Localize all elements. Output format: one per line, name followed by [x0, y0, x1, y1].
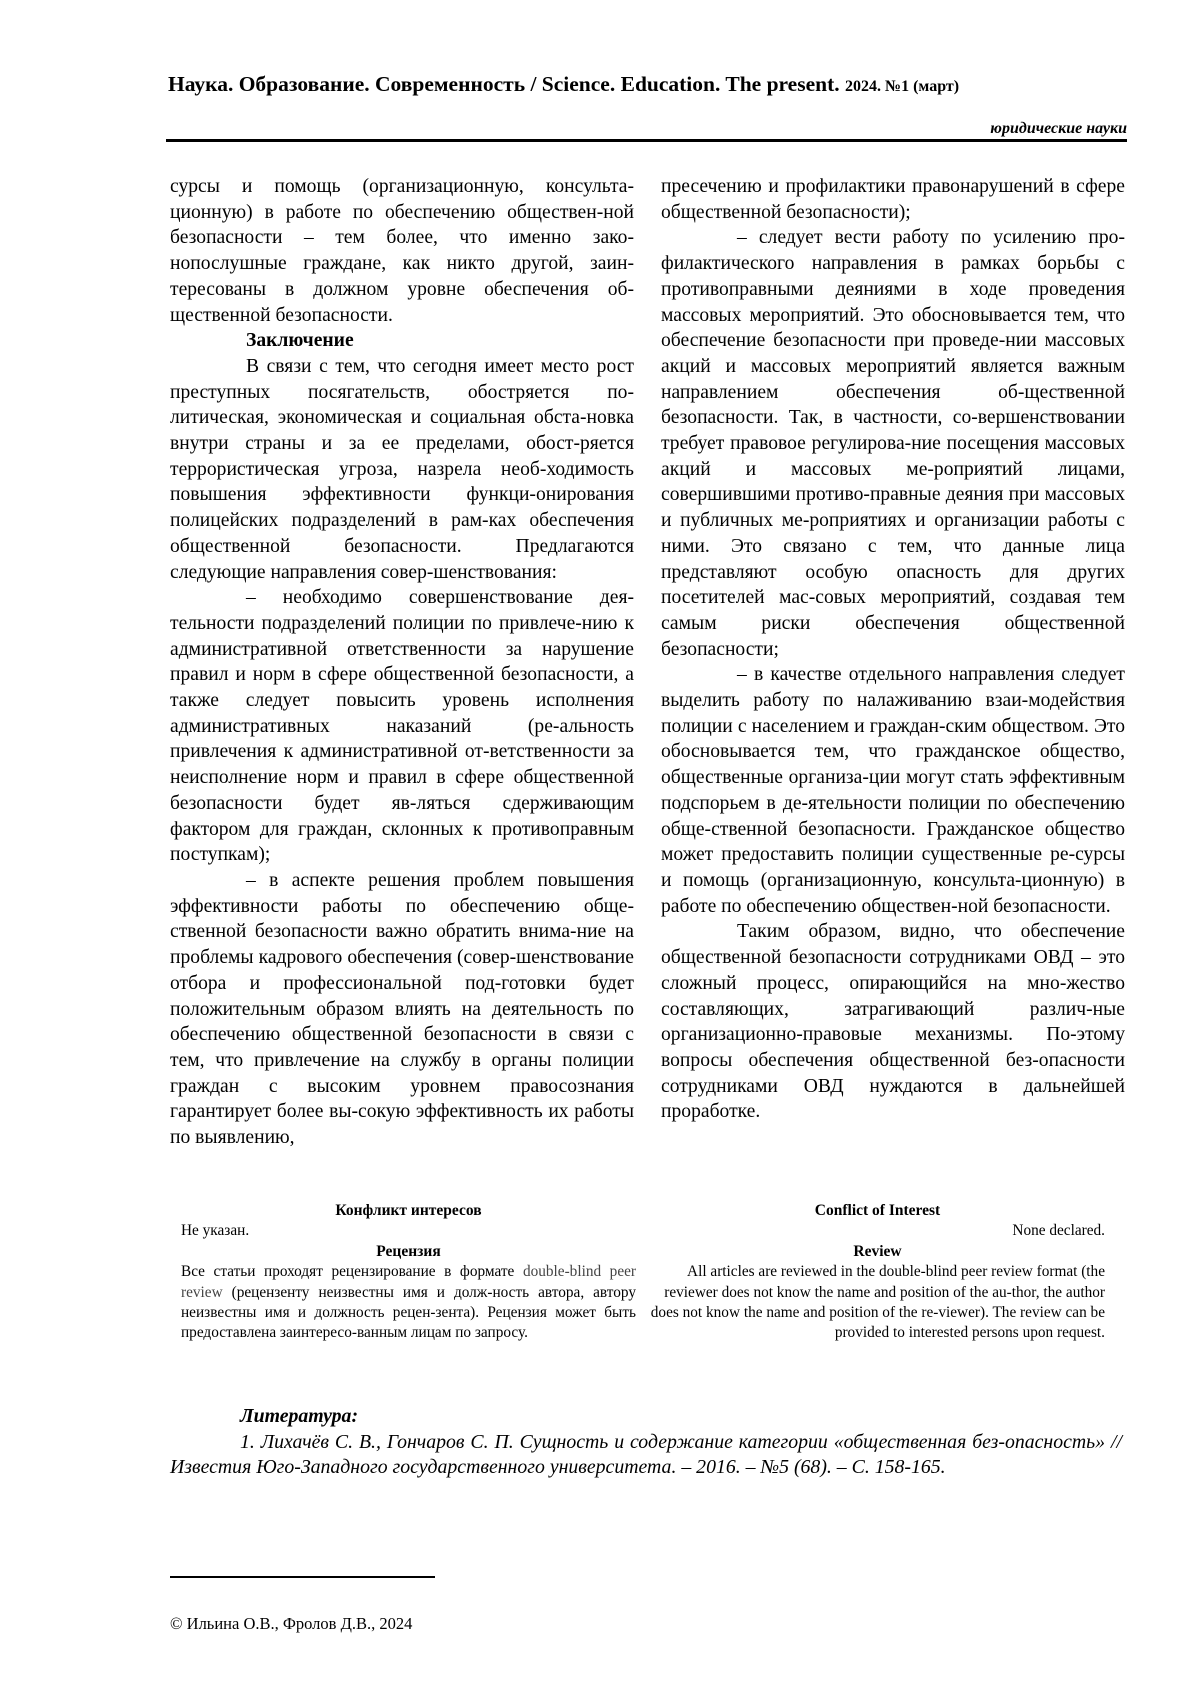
paragraph: – в аспекте решения проблем повышения эффективности работы по обеспечению обще-ственной безопасности важно обратить внима-ние на проблемы кадрового обеспечения (совер-шенствование отбора и профессиональной под-готовки будет положительным образом влиять на деятельность по обеспечению общественной безопасности в связи с тем, что привлечение на службу в органы полиции граждан с высоким уровнем правосознания гарантирует более вы-сокую эффективность их работы по выявлению,	[170, 869, 634, 1149]
paragraph: – в качестве отдельного направления следует выделить работу по налаживанию взаи-модействия полиции с населением и граждан-ским обществом. Это обосновывается тем, что гражданское общество, общественные организа-ции могут стать эффективным подспорьем в де-ятельности полиции по обеспечению обще-ственной безопасности. Гражданское общество может предоставить полиции существенные ре-сурсы и помощь (организационную, консульта-ционную) в работе по обеспечению обществен-ной безопасности.	[661, 664, 1125, 917]
conflict-heading-en: Conflict of Interest	[814, 1202, 941, 1219]
meta-russian	[181, 1201, 636, 1344]
references-heading: Литература:	[240, 1405, 359, 1427]
meta-english	[650, 1201, 1105, 1344]
journal-header	[168, 72, 1128, 97]
review-text-en: All articles are reviewed in the double-blind peer review format (the reviewer does not know the name and position of the au-thor, the author does not know the name and position of the re-viewer). The review can be provided to interested persons upon request.	[650, 1263, 1105, 1342]
paragraph: – следует вести работу по усилению про-филактического направления в рамках борьбы с противоправными деяниями в ходе проведения массовых мероприятий. Это обосновывается тем, что обеспечение безопасности при проведе-нии массовых акций и массовых мероприятий является важным направлением обеспечения об-щественной безопасности. Так, в частности, со-вершенствовании требует правовое регулирова-ние посещения массовых акций и массовых ме-роприятий лицами, совершившими противо-правные деяния при массовых и публичных ме-роприятиях и организации работы с ними. Это связано с тем, что данные лица представляют особую опасность для других посетителей мас-совых мероприятий, создавая тем самым риски обеспечения общественной безопасности;	[661, 227, 1125, 660]
conclusion-heading: Заключение	[246, 330, 354, 352]
reference-item: 1. Лихачёв С. В., Гончаров С. П. Сущность и содержание категории «общественная без-опасность» // Известия Юго-Западного государственного университета. – 2016. – №5 (68). – С. 158-165.	[170, 1430, 1122, 1478]
references	[170, 1404, 1122, 1481]
left-column	[170, 174, 634, 1151]
paragraph: пресечению и профилактики правонарушений в сфере общественной безопасности);	[661, 176, 1125, 223]
review-text-ru-end: (рецензенту неизвестны имя и долж-ность автора, автору неизвестны имя и должность рецен-зента). Рецензия может быть предоставлена заинтересо-ванным лицам по запросу.	[181, 1283, 636, 1342]
conflict-text-en: None declared.	[1012, 1222, 1105, 1240]
journal-title: Наука. Образование. Современность / Science. Education. The present.	[168, 72, 840, 96]
review-text-ru	[181, 1262, 636, 1344]
paragraph: В связи с тем, что сегодня имеет место рост преступных посягательств, обостряется по-литическая, экономическая и социальная обста-новка внутри страны и за ее пределами, обост-ряется террористическая угроза, назрела необ-ходимость повышения эффективности функци-онирования полицейских подразделений в рам-ках обеспечения общественной безопасности. Предлагаются следующие направления совер-шенствования:	[170, 355, 634, 583]
section-label: юридические науки	[990, 120, 1127, 137]
review-heading-ru: Рецензия	[376, 1242, 441, 1260]
review-heading-en: Review	[853, 1242, 902, 1260]
review-text-ru-start: Все статьи проходят рецензирование в формате	[181, 1263, 523, 1281]
footnote-rule	[170, 1576, 435, 1578]
conflict-heading-ru: Конфликт интересов	[335, 1202, 482, 1219]
paragraph: – необходимо совершенствование дея-тельности подразделений полиции по привлече-нию к административной ответственности за нарушение правил и норм в сфере общественной безопасности, а также следует повысить уровень исполнения административных наказаний (ре-альность привлечения к административной от-ветственности за неисполнение норм и правил в сфере общественной безопасности будет яв-ляться сдерживающим фактором для граждан, склонных к противоправным поступкам);	[170, 587, 634, 866]
right-column	[661, 174, 1125, 1125]
paragraph: Таким образом, видно, что обеспечение общественной безопасности сотрудниками ОВД – это сложный процесс, опирающийся на мно-жество составляющих, затрагивающий различ-ные организационно-правовые механизмы. По-этому вопросы обеспечения общественной без-опасности сотрудниками ОВД нуждаются в дальнейшей проработке.	[661, 921, 1125, 1123]
journal-issue: 2024. №1 (март)	[845, 78, 960, 95]
double-blind-link[interactable]: double-blind peer review	[181, 1263, 637, 1301]
paragraph: сурсы и помощь (организационную, консульта-ционную) в работе по обеспечению обществен-ной безопасности – тем более, что именно зако-нопослушные граждане, как никто другой, заин-тересованы в должном уровне обеспечения об-щественной безопасности.	[170, 176, 634, 326]
copyright: © Ильина О.В., Фролов Д.В., 2024	[170, 1614, 413, 1633]
header-rule	[166, 139, 1127, 142]
conflict-text-ru: Не указан.	[181, 1222, 250, 1240]
